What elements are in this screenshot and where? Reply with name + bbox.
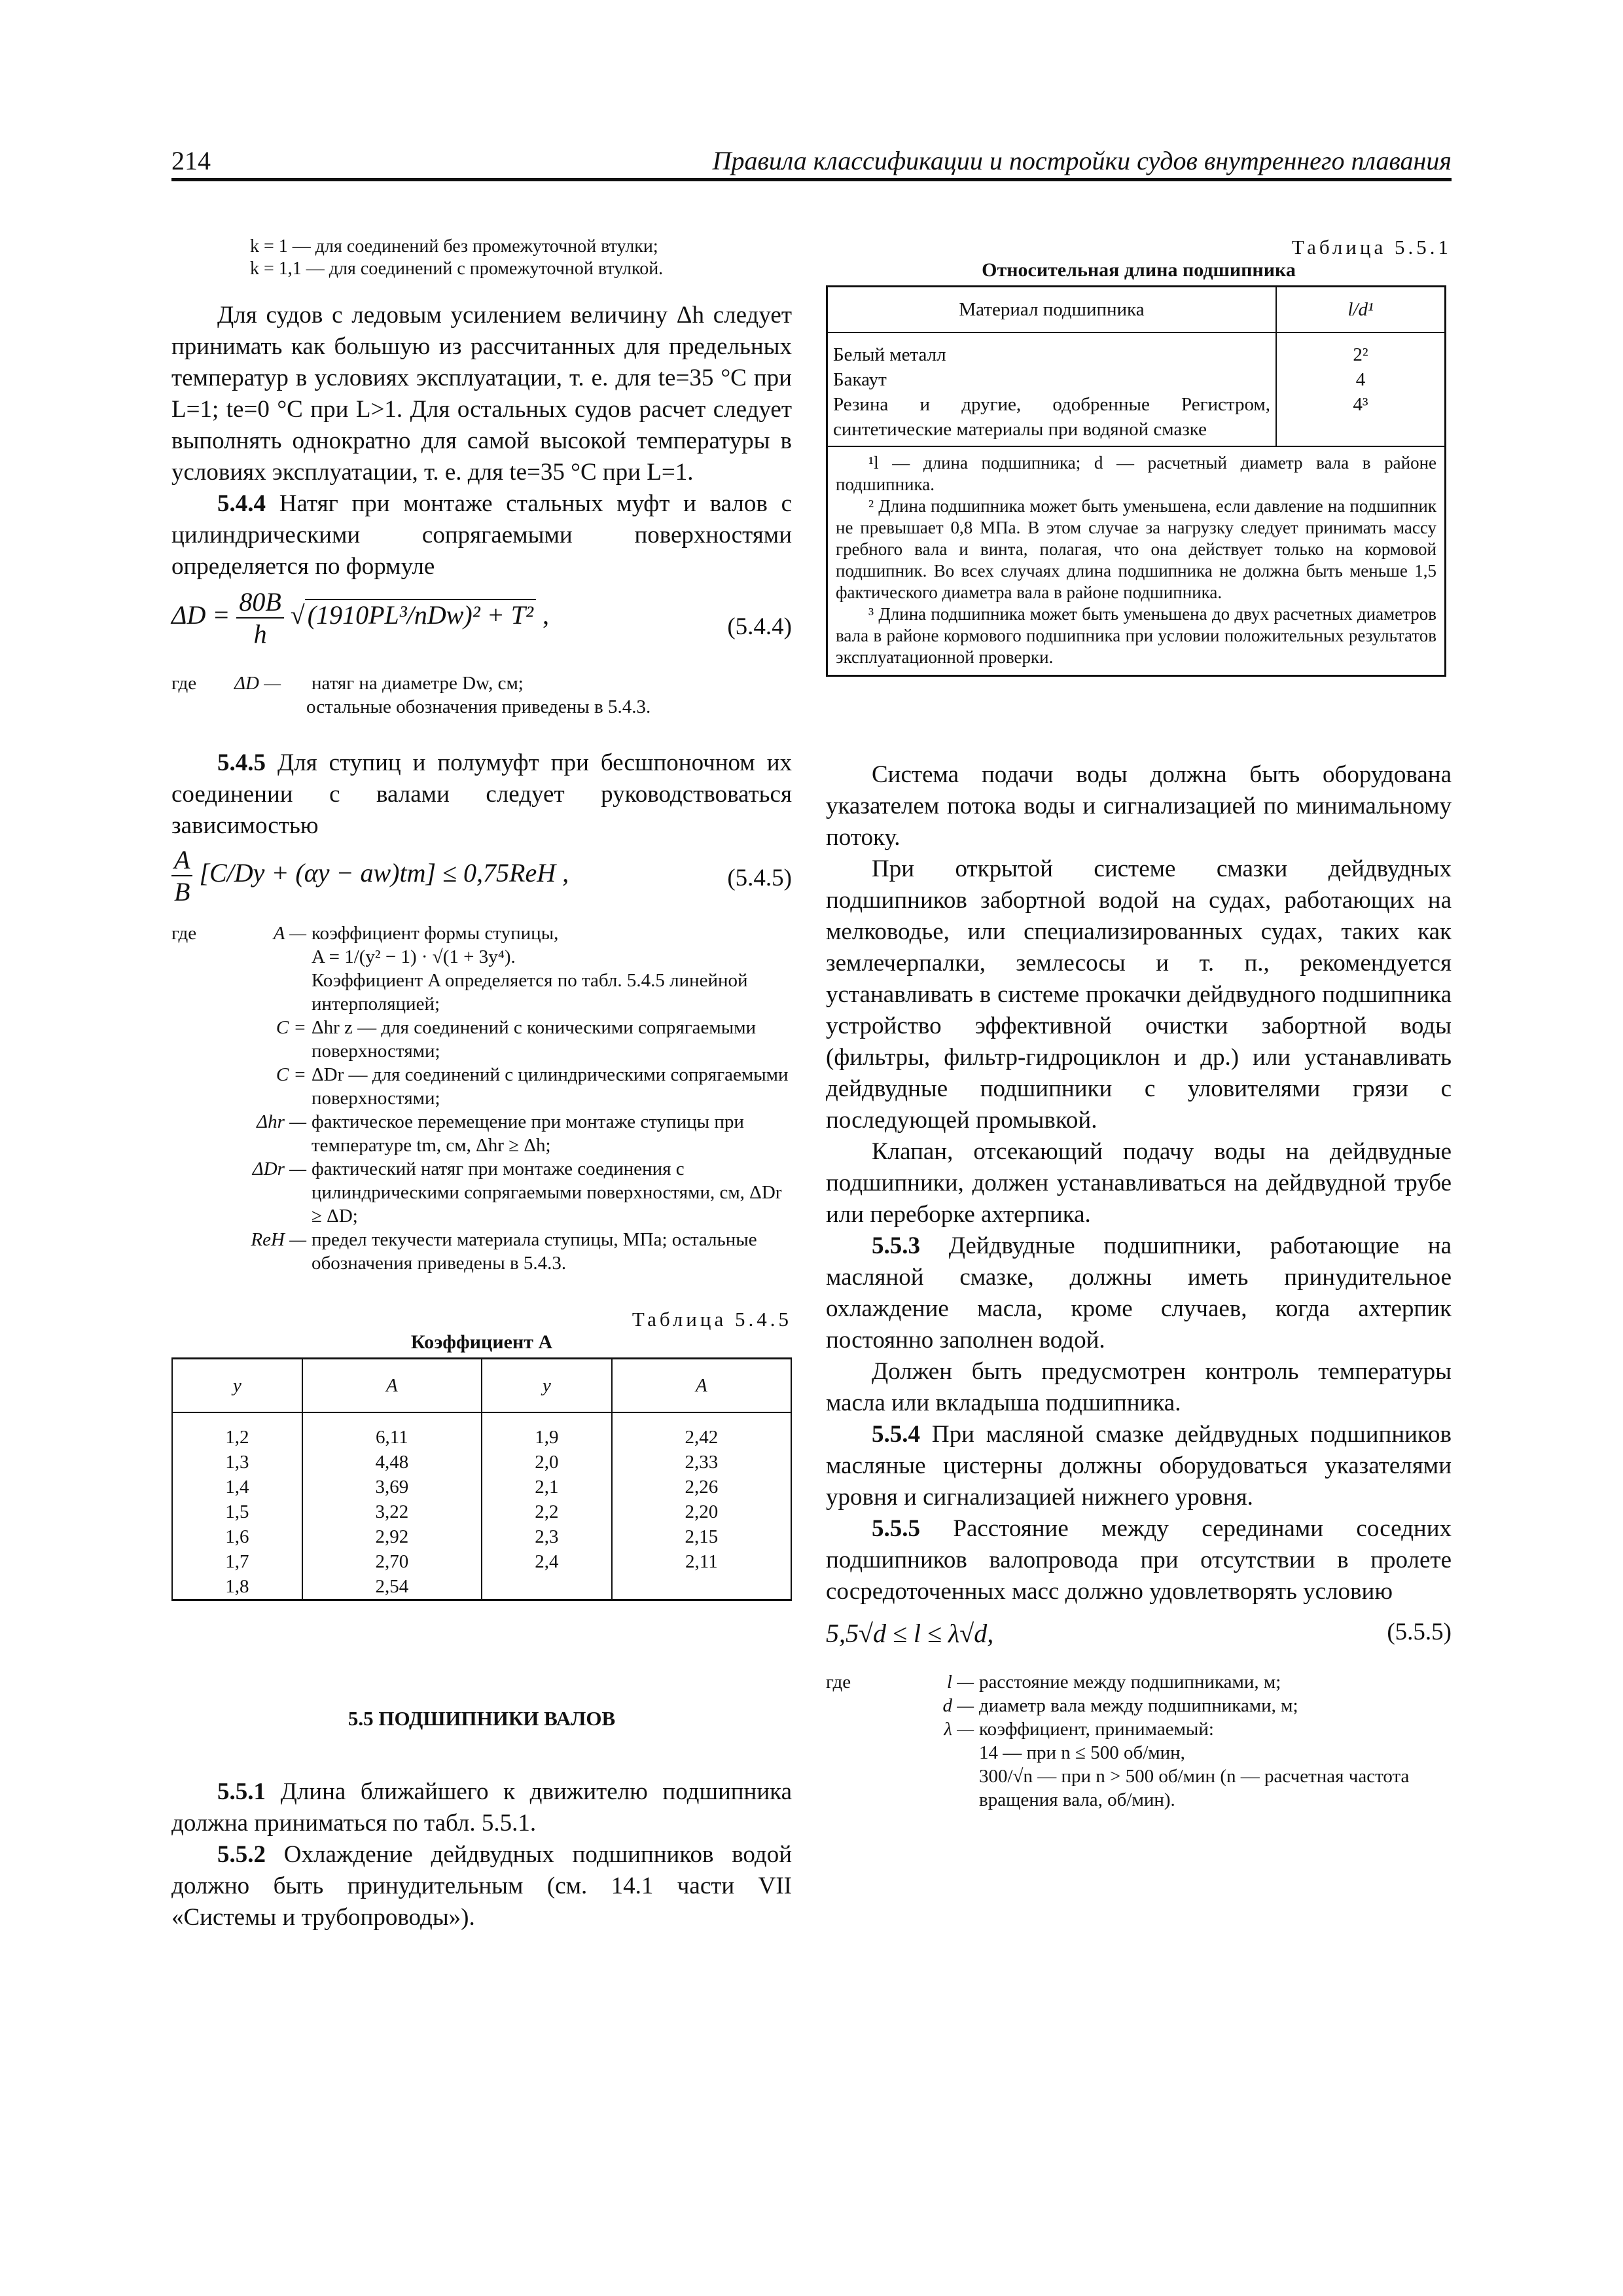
table-cell: 2,70 <box>302 1549 482 1574</box>
fraction-numerator: A <box>171 844 192 876</box>
section-text: Дейдвудные подшипники, работающие на масляной смазке, должны иметь принудительное охлаждение масла, кроме случаев, когда ахтерпик постоянно заполнен водой. <box>826 1232 1452 1354</box>
section-text: Охлаждение дейдвудных подшипников водой должно быть принудительным (см. 14.1 части VII «Системы и трубопроводы»). <box>171 1841 792 1931</box>
table-title: Коэффициент А <box>410 1331 553 1353</box>
definition-symbol: λ — <box>944 1719 974 1740</box>
definition-text: коэффициент, принимаемый: <box>979 1719 1214 1740</box>
table-cell: 3,22 <box>302 1499 482 1524</box>
table-5-5-1-block <box>826 236 1452 677</box>
section-number: 5.4.5 <box>217 749 266 776</box>
where-word <box>826 1741 889 1765</box>
table-cell <box>482 1574 612 1600</box>
definition-row <box>826 1670 1452 1694</box>
formula-5-4-4 <box>171 586 792 658</box>
table-header-row <box>827 287 1446 333</box>
section-text: Длина ближайшего к движителю подшипника должна приниматься по табл. 5.5.1. <box>171 1778 792 1837</box>
definition-symbol: ΔD — <box>234 673 281 694</box>
definition-symbol: Δhr — <box>257 1111 306 1132</box>
paragraph-ice: Для судов с ледовым усилением величину Δh следует принимать как большую из рассчитанных для предельных температур в условиях эксплуатации, т. е. для te=35 °C при L=1; te=0 °C при L>1. Для остальных судов расчет следует выполнять однократно для самой высокой температуры в условиях эксплуатации, т. е. для te=35 °C при L=1. <box>171 302 792 486</box>
left-column <box>171 236 792 1933</box>
ratio-value: 4³ <box>1353 394 1368 415</box>
header-y1: y <box>172 1359 302 1413</box>
table-cell: 1,8 <box>172 1574 302 1600</box>
table-notes-row <box>827 446 1446 676</box>
table-cell: 1,4 <box>172 1475 302 1499</box>
equation-number: (5.4.4) <box>727 613 792 640</box>
section-title: 5.5 ПОДШИПНИКИ ВАЛОВ <box>348 1707 616 1730</box>
page-number: 214 <box>171 146 211 175</box>
definition-symbol: d — <box>942 1695 974 1716</box>
note-3: ³ Длина подшипника может быть уменьшена до двух расчетных диаметров вала в районе кормового подшипника при условии положительных результатов эксплуатационной проверки. <box>836 604 1436 667</box>
header-rule <box>171 178 1452 181</box>
section-number: 5.4.4 <box>217 490 266 517</box>
equation-number: (5.4.5) <box>727 865 792 891</box>
section-5-5-1 <box>171 1776 792 1839</box>
definition-row <box>171 1110 792 1157</box>
definition-row <box>171 672 792 695</box>
where-word: где <box>826 1672 851 1693</box>
table-row <box>827 332 1446 446</box>
definition-row <box>171 969 792 1016</box>
paragraph: При открытой системе смазки дейдвудных подшипников забортной водой на судах, работающих на мелководье, или специализированных судах, таких как землечерпалки, землесосы и т. п., рекомендуется устанавливать в системе прокачки дейдвудного подшипника устройство эффективной очистки забортной воды (фильтры, фильтр-гидроциклон и др.) или устанавливать дейдвудные подшипники с уловителями грязи с последующей промывкой. <box>826 855 1452 1134</box>
definition-symbol: C = <box>276 1017 306 1038</box>
table-notes <box>827 446 1446 676</box>
table-5-4-5 <box>171 1357 792 1601</box>
definition-symbol <box>234 945 312 969</box>
k-definitions <box>171 236 792 280</box>
definition-symbol <box>234 969 312 1016</box>
table-caption: Таблица 5.4.5 <box>632 1308 792 1331</box>
table-cell: 1,5 <box>172 1499 302 1524</box>
header-ratio: l/d¹ <box>1276 287 1446 333</box>
definition-text: Коэффициент A определяется по табл. 5.4.5 линейной интерполяцией; <box>312 970 748 1014</box>
where-word <box>171 1016 234 1063</box>
section-5-4-4 <box>171 488 792 583</box>
where-word: где <box>171 673 197 694</box>
table-cell: 2,1 <box>482 1475 612 1499</box>
ratio-cell <box>1276 332 1446 446</box>
definition-row <box>826 1717 1452 1741</box>
table-cell: 2,92 <box>302 1524 482 1549</box>
header-a1: A <box>302 1359 482 1413</box>
table-cell: 2,54 <box>302 1574 482 1600</box>
definition-text: натяг на диаметре Dw, см; <box>312 673 524 694</box>
header-y2: y <box>482 1359 612 1413</box>
right-body-text <box>826 759 1452 1607</box>
fraction-numerator: 80B <box>236 586 283 619</box>
definition-text: A = 1/(y² − 1) · √(1 + 3y⁴). <box>312 946 516 967</box>
table-cell: 2,42 <box>612 1412 791 1450</box>
table-cell: 2,3 <box>482 1524 612 1549</box>
section-5-5-5 <box>826 1513 1452 1607</box>
formula-fraction <box>236 586 283 649</box>
section-number: 5.5.5 <box>872 1515 920 1542</box>
definition-row <box>826 1765 1452 1812</box>
definitions-5-4-4 <box>171 672 792 719</box>
where-word <box>826 1717 889 1741</box>
table-row <box>172 1450 791 1475</box>
section-number: 5.5.1 <box>217 1778 266 1805</box>
definition-row <box>171 945 792 969</box>
where-word <box>171 945 234 969</box>
definition-row <box>826 1741 1452 1765</box>
section-5-5-3 <box>826 1230 1452 1356</box>
paragraph: Система подачи воды должна быть оборудована указателем потока воды и сигнализацией по минимальному потоку. <box>826 761 1452 851</box>
definitions-5-5-5 <box>826 1670 1452 1812</box>
definition-symbol: ReH — <box>251 1229 306 1250</box>
section-5-5-4 <box>826 1419 1452 1513</box>
sqrt-symbol: √ <box>290 600 305 630</box>
definition-text: 14 — при n ≤ 500 об/мин, <box>979 1742 1185 1763</box>
ratio-value: 2² <box>1353 344 1368 365</box>
definition-text: 300/√n — при n > 500 об/мин (n — расчетная частота вращения вала, об/мин). <box>979 1766 1410 1810</box>
table-cell: 3,69 <box>302 1475 482 1499</box>
definition-symbol: l — <box>946 1672 974 1693</box>
definition-text: расстояние между подшипниками, м; <box>979 1672 1281 1693</box>
section-number: 5.5.2 <box>217 1841 266 1868</box>
table-cell: 2,2 <box>482 1499 612 1524</box>
table-cell: 2,33 <box>612 1450 791 1475</box>
table-cell: 1,6 <box>172 1524 302 1549</box>
formula-body: 5,5√d ≤ l ≤ λ√d, <box>826 1619 994 1648</box>
where-word <box>826 1694 889 1717</box>
definition-row <box>171 1063 792 1110</box>
definition-text: Δhr z — для соединений с коническими сопрягаемыми поверхностями; <box>312 1017 757 1062</box>
formula-5-4-5 <box>171 844 792 910</box>
k-line-2: k = 1,1 — для соединений с промежуточной втулкой. <box>250 259 664 279</box>
definition-symbol: ΔDr — <box>252 1158 306 1179</box>
table-cell: 1,9 <box>482 1412 612 1450</box>
table-cell: 1,7 <box>172 1549 302 1574</box>
running-title: Правила классификации и постройки судов внутреннего плавания <box>712 146 1452 175</box>
where-word <box>171 1110 234 1157</box>
definition-row <box>171 1157 792 1228</box>
definition-symbol <box>889 1765 979 1812</box>
section-5-4-5-block <box>171 747 792 842</box>
fraction-denominator: B <box>174 877 190 906</box>
table-cell: 4,48 <box>302 1450 482 1475</box>
table-cell: 2,20 <box>612 1499 791 1524</box>
table-row <box>172 1475 791 1499</box>
formula-body: [C/Dy + (αy − aw)tm] ≤ 0,75ReH , <box>199 858 569 888</box>
material-name: Резина и другие, одобренные Регистром, синтетические материалы при водяной смазке <box>833 394 1270 440</box>
definition-text: диаметр вала между подшипниками, м; <box>979 1695 1298 1716</box>
table-cell: 6,11 <box>302 1412 482 1450</box>
where-word: где <box>171 923 197 944</box>
note-2: ² Длина подшипника может быть уменьшена, если давление на подшипник не превышает 0,8 МПа. В этом случае за нагрузку следует принимать массу гребного вала и винта, полагая, что она действует только на кормовой подшипник. Во всех случаях длина подшипника не должна быть меньше 1,5 фактического диаметра вала в районе подшипника. <box>836 496 1436 602</box>
materials-cell <box>827 332 1277 446</box>
ice-paragraph <box>171 300 792 583</box>
definitions-5-4-5 <box>171 922 792 1275</box>
section-text: При масляной смазке дейдвудных подшипников масляные цистерны должны оборудоваться указателями уровня и сигнализацией нижнего уровня. <box>826 1421 1452 1511</box>
section-text: Расстояние между серединами соседних подшипников валопровода при отсутствии в пролете сосредоточенных масс должно удовлетворять условию <box>826 1515 1452 1605</box>
paragraph: Должен быть предусмотрен контроль температуры масла или вкладыша подшипника. <box>826 1358 1452 1416</box>
definition-row <box>171 1016 792 1063</box>
right-column <box>826 236 1452 1812</box>
header-a2: A <box>612 1359 791 1413</box>
formula-tail: , <box>535 600 549 630</box>
formula-radicand: (1910PL³/nDw)² + T² <box>305 599 536 630</box>
fraction-denominator: h <box>253 619 267 649</box>
section-5-4-5 <box>171 747 792 842</box>
section-text: Натяг при монтаже стальных муфт и валов с цилиндрическими сопрягаемыми поверхностями определяется по формуле <box>171 490 792 580</box>
definition-row <box>826 1694 1452 1717</box>
material-name: Белый металл <box>833 344 946 365</box>
table-cell: 1,2 <box>172 1412 302 1450</box>
table-cell: 2,4 <box>482 1549 612 1574</box>
formula-5-5-5 <box>826 1618 1452 1664</box>
table-cell: 1,3 <box>172 1450 302 1475</box>
where-word <box>171 969 234 1016</box>
section-5-5-2 <box>171 1839 792 1933</box>
note-1: ¹l — длина подшипника; d — расчетный диаметр вала в районе подшипника. <box>836 453 1436 494</box>
definition-symbol: A — <box>273 923 306 944</box>
definition-note: остальные обозначения приведены в 5.4.3. <box>306 696 651 717</box>
table-cell: 2,26 <box>612 1475 791 1499</box>
formula-lhs: ΔD = <box>171 600 230 630</box>
table-5-4-5-block <box>171 1308 792 1601</box>
table-5-5-1 <box>826 285 1446 677</box>
table-cell: 2,15 <box>612 1524 791 1549</box>
where-word <box>171 1063 234 1110</box>
table-row <box>172 1524 791 1549</box>
where-word <box>171 1157 234 1228</box>
definition-symbol: C = <box>276 1064 306 1085</box>
definition-text: фактический натяг при монтаже соединения с цилиндрическими сопрягаемыми поверхностями, см, ΔDr ≥ ΔD; <box>312 1158 782 1227</box>
table-cell: 2,11 <box>612 1549 791 1574</box>
section-number: 5.5.3 <box>872 1232 920 1259</box>
definition-text: фактическое перемещение при монтаже ступицы при температуре tm, см, Δhr ≥ Δh; <box>312 1111 744 1156</box>
table-header-row <box>172 1359 791 1413</box>
k-line-1: k = 1 — для соединений без промежуточной втулки; <box>250 236 658 257</box>
formula-fraction <box>171 844 192 907</box>
where-word <box>826 1765 889 1812</box>
table-cell: 2,0 <box>482 1450 612 1475</box>
definition-text: коэффициент формы ступицы, <box>312 923 559 944</box>
section-text: Для ступиц и полумуфт при бесшпоночном их соединении с валами следует руководствоваться зависимостью <box>171 749 792 839</box>
table-row <box>172 1549 791 1574</box>
equation-number: (5.5.5) <box>1387 1619 1452 1645</box>
header-material: Материал подшипника <box>827 287 1277 333</box>
sections-5-5-1-2 <box>171 1776 792 1933</box>
material-name: Бакаут <box>833 369 887 390</box>
section-number: 5.5.4 <box>872 1421 920 1448</box>
definition-symbol <box>889 1741 979 1765</box>
table-row <box>172 1574 791 1600</box>
table-row <box>172 1499 791 1524</box>
paragraph: Клапан, отсекающий подачу воды на дейдвудные подшипники, должен устанавливаться на дейдвудной трубе или переборке ахтерпика. <box>826 1138 1452 1228</box>
table-row <box>172 1412 791 1450</box>
table-cell <box>612 1574 791 1600</box>
ratio-value: 4 <box>1355 369 1366 390</box>
definition-text: предел текучести материала ступицы, МПа; остальные обозначения приведены в 5.4.3. <box>312 1229 757 1274</box>
definition-row <box>171 1228 792 1275</box>
where-word <box>171 1228 234 1275</box>
table-title: Относительная длина подшипника <box>982 259 1296 281</box>
definition-text: ΔDr — для соединений с цилиндрическими сопрягаемыми поверхностями; <box>312 1064 789 1109</box>
table-caption: Таблица 5.5.1 <box>1291 236 1452 259</box>
definition-row <box>171 922 792 945</box>
